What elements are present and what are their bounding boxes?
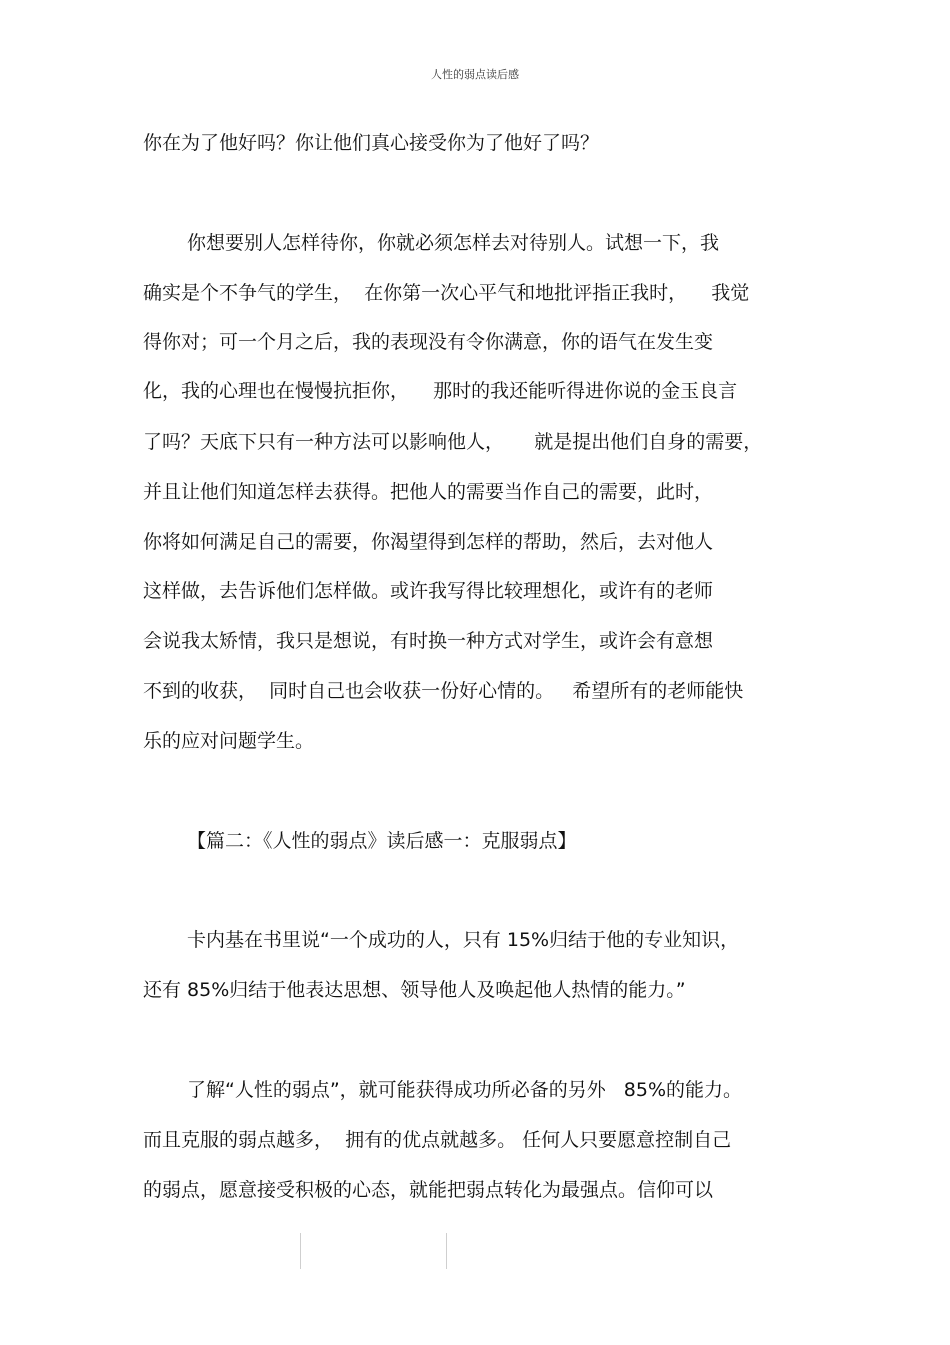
text-line: 的弱点，愿意接受积极的心态，就能把弱点转化为最强点。信仰可以 — [143, 1179, 714, 1201]
page-header-title: 人性的弱点读后感 — [431, 68, 519, 81]
text-line: 这样做，去告诉他们怎样做。或许我写得比较理想化，或许有的老师 — [143, 580, 714, 602]
text-line: 而且克服的弱点越多， 拥有的优点就越多。 任何人只要愿意控制自己 — [143, 1129, 732, 1151]
text-line: 得你对；可一个月之后，我的表现没有令你满意，你的语气在发生变 — [143, 331, 714, 353]
text-line: 了解“人性的弱点”，就可能获得成功所必备的另外 85%的能力。 — [187, 1079, 743, 1101]
text-line: 你想要别人怎样待你，你就必须怎样去对待别人。试想一下，我 — [187, 232, 720, 254]
text-line: 乐的应对问题学生。 — [143, 730, 315, 752]
text-line: 你将如何满足自己的需要，你渴望得到怎样的帮助，然后，去对他人 — [143, 531, 714, 553]
page-divider-left — [300, 1233, 301, 1269]
text-line: 化，我的心理也在慢慢抗拒你， 那时的我还能听得进你说的金玉良言 — [143, 380, 738, 402]
text-line: 你在为了他好吗？你让他们真心接受你为了他好了吗？ — [143, 132, 600, 154]
text-line: 不到的收获， 同时自己也会收获一份好心情的。 希望所有的老师能快 — [143, 680, 744, 702]
text-line: 会说我太矫情，我只是想说，有时换一种方式对学生，或许会有意想 — [143, 630, 714, 652]
text-line: 卡内基在书里说“一个成功的人，只有 15%归结于他的专业知识， — [187, 929, 740, 951]
page-divider-right — [446, 1233, 447, 1269]
text-line: 了吗？天底下只有一种方法可以影响他人， 就是提出他们自身的需要， — [143, 431, 763, 453]
text-line: 并且让他们知道怎样去获得。把他人的需要当作自己的需要，此时， — [143, 481, 714, 503]
section-heading: 【篇二：《人性的弱点》读后感一：克服弱点】 — [187, 830, 577, 852]
text-line: 确实是个不争气的学生， 在你第一次心平气和地批评指正我时， 我觉 — [143, 282, 750, 304]
text-line: 还有 85%归结于他表达思想、领导他人及唤起他人热情的能力。” — [143, 979, 686, 1001]
